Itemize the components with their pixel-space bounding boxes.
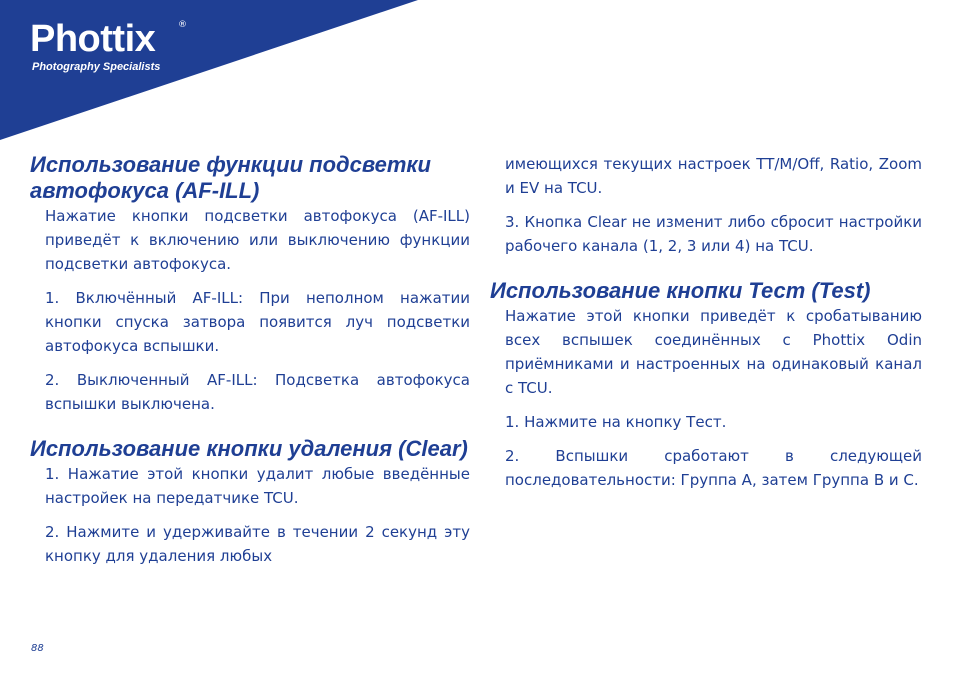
af-ill-heading: Использование функции подсветки автофокуса (AF-ILL) — [30, 152, 431, 203]
phottix-logo — [30, 18, 187, 74]
af-ill-paragraph-3: 2. Выключенный AF-ILL: Подсветка автофокуса вспышки выключена. — [45, 371, 470, 413]
clear-continued-body — [490, 152, 922, 258]
test-heading: Использование кнопки Тест (Test) — [490, 278, 871, 303]
clear-body — [30, 462, 470, 568]
test-paragraph-3: 2. Вспышки сработают в следующей последовательности: Группа А, затем Группа В и С. — [505, 447, 922, 489]
page-number: 88 — [31, 643, 44, 654]
clear-continued-paragraph-2: 3. Кнопка Clear не изменит либо сбросит настройки рабочего канала (1, 2, 3 или 4) на TCU. — [505, 213, 922, 255]
af-ill-paragraph-2: 1. Включённый AF-ILL: При неполном нажатии кнопки спуска затвора появится луч подсветки автофокуса вспышки. — [45, 289, 470, 355]
logo-registered-mark: ® — [178, 20, 187, 30]
right-column — [490, 152, 922, 492]
clear-paragraph-1: 1. Нажатие этой кнопки удалит любые введённые настройек на передатчике TCU. — [45, 465, 470, 507]
af-ill-paragraph-1: Нажатие кнопки подсветки автофокуса (AF-ILL) приведёт к включению или выключению функции подсветки автофокуса. — [45, 207, 470, 273]
clear-continued-paragraph-1: имеющихся текущих настроек TT/M/Off, Ratio, Zoom и EV на TCU. — [505, 155, 922, 197]
test-body — [490, 304, 922, 492]
clear-paragraph-2: 2. Нажмите и удерживайте в течении 2 секунд эту кнопку для удаления любых — [45, 523, 470, 565]
test-paragraph-2: 1. Нажмите на кнопку Тест. — [505, 413, 727, 431]
test-paragraph-1: Нажатие этой кнопки приведёт к сробатыванию всех вспышек соединённых с Phottix Odin приёмниками и настроенных на одинаковый канал с TCU. — [505, 307, 922, 397]
left-column — [30, 152, 470, 568]
logo-brand: Phottix — [30, 18, 156, 60]
logo-tagline: Photography Specialists — [32, 61, 161, 73]
af-ill-body — [30, 204, 470, 416]
clear-heading: Использование кнопки удаления (Clear) — [30, 436, 468, 461]
